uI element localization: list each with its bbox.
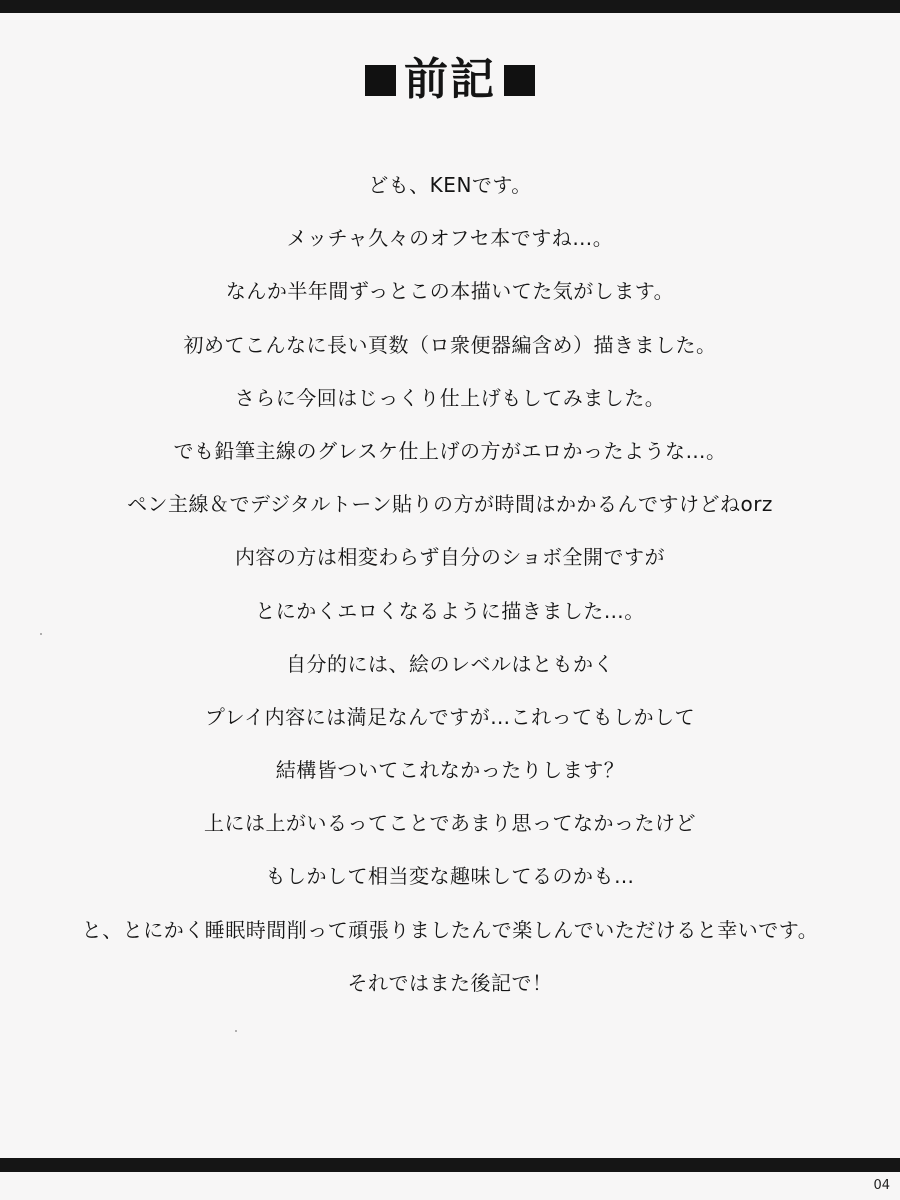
paper-speck xyxy=(235,1030,237,1032)
text-line: もしかして相当変な趣味してるのかも… xyxy=(265,864,635,889)
text-line: それではまた後記で！ xyxy=(347,970,553,995)
text-line: とにかくエロくなるように描きました…。 xyxy=(255,598,645,623)
page-heading xyxy=(0,48,900,112)
bottom-border-bar xyxy=(0,1158,900,1172)
black-square-right-icon xyxy=(504,65,535,96)
text-line: 内容の方は相変わらず自分のショボ全開ですが xyxy=(234,545,666,570)
text-line: なんか半年間ずっとこの本描いてた気がします。 xyxy=(225,279,675,304)
body-text xyxy=(0,163,900,1014)
text-line: 結構皆ついてこれなかったりします？ xyxy=(275,758,625,783)
text-line: メッチャ久々のオフセ本ですね…。 xyxy=(286,226,614,251)
page-number: 04 xyxy=(873,1178,890,1193)
paper-speck xyxy=(40,633,42,635)
text-line: と、とにかく睡眠時間削って頑張りましたんで楽しんでいただけると幸いです。 xyxy=(81,917,819,942)
text-line: 初めてこんなに長い頁数（ロ衆便器編含め）描きました。 xyxy=(183,332,717,357)
text-line: プレイ内容には満足なんですが…これってもしかして xyxy=(204,704,696,729)
text-line: 上には上がいるってことであまり思ってなかったけど xyxy=(204,811,696,836)
text-line: さらに今回はじっくり仕上げもしてみました。 xyxy=(234,385,666,410)
text-line: ペン主線＆でデジタルトーン貼りの方が時間はかかるんですけどねorz xyxy=(127,492,773,517)
text-line: 自分的には、絵のレベルはともかく xyxy=(286,651,614,676)
black-square-left-icon xyxy=(365,65,396,96)
top-border-bar xyxy=(0,0,900,13)
page-title: 前記 xyxy=(404,54,496,105)
text-line: でも鉛筆主線のグレスケ仕上げの方がエロかったような…。 xyxy=(173,438,727,463)
text-line: ども、KENです。 xyxy=(368,173,532,197)
